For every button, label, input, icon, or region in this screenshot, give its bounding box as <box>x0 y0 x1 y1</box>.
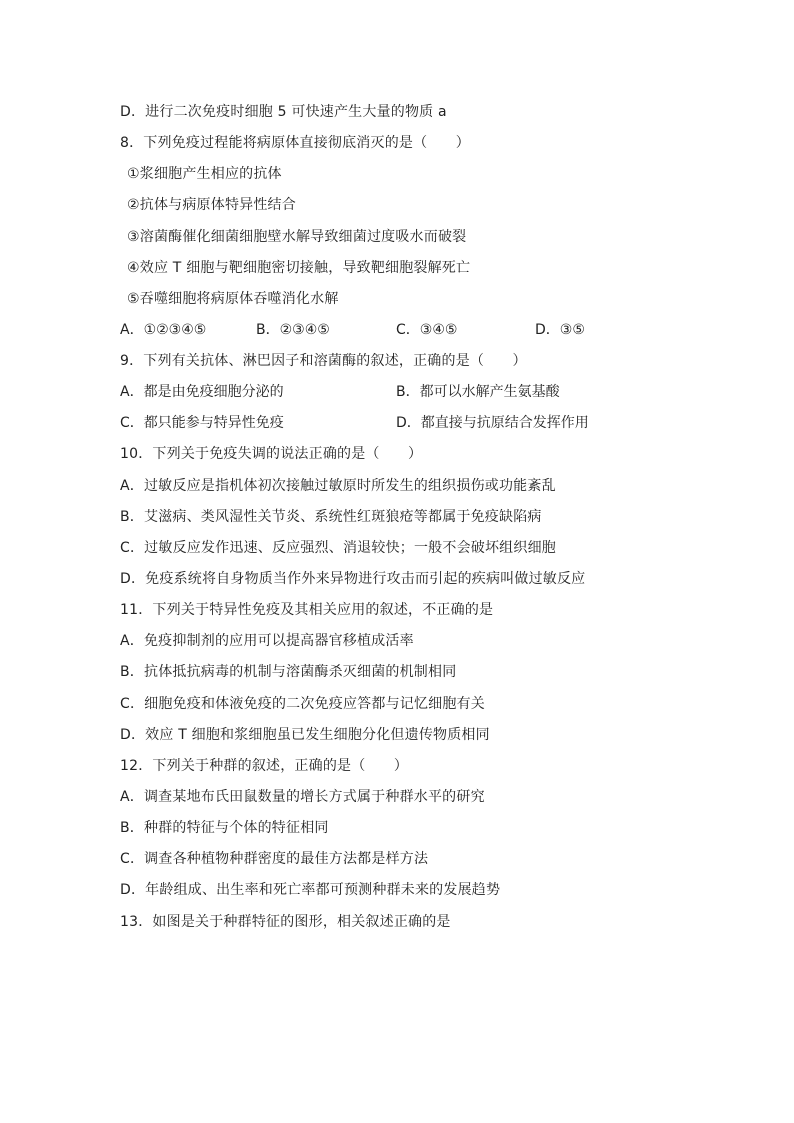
q11-option-b: B．抗体抵抗病毒的机制与溶菌酶杀灭细菌的机制相同 <box>120 664 457 680</box>
q10-option-b: B．艾滋病、类风湿性关节炎、系统性红斑狼疮等都属于免疫缺陷病 <box>120 509 542 525</box>
q8-statement-5: ⑤吞噬细胞将病原体吞噬消化水解 <box>127 291 339 307</box>
q9-option-c: C．都只能参与特异性免疫 <box>120 415 284 431</box>
question-9-stem: 9．下列有关抗体、淋巴因子和溶菌酶的叙述，正确的是（ ） <box>120 353 527 369</box>
q12-option-b: B．种群的特征与个体的特征相同 <box>120 820 329 836</box>
q8-option-b: B．②③④⑤ <box>256 322 330 338</box>
q11-option-a: A．免疫抑制剂的应用可以提高器官移植成活率 <box>120 633 414 649</box>
q8-statement-2: ②抗体与病原体特异性结合 <box>127 197 296 213</box>
q8-option-a: A．①②③④⑤ <box>120 322 207 338</box>
q10-option-c: C．过敏反应发作迅速、反应强烈、消退较快；一般不会破坏组织细胞 <box>120 540 556 556</box>
q9-option-a: A．都是由免疫细胞分泌的 <box>120 384 284 400</box>
q12-option-c: C．调查各种植物种群密度的最佳方法都是样方法 <box>120 851 429 867</box>
question-12-stem: 12．下列关于种群的叙述，正确的是（ ） <box>120 758 409 774</box>
q8-option-d: D．③⑤ <box>535 322 585 338</box>
q10-option-a: A．过敏反应是指机体初次接触过敏原时所发生的组织损伤或功能紊乱 <box>120 478 556 494</box>
q10-option-d: D．免疫系统将自身物质当作外来异物进行攻击而引起的疾病叫做过敏反应 <box>120 571 586 587</box>
q9-option-b: B．都可以水解产生氨基酸 <box>396 384 560 400</box>
q8-option-c: C．③④⑤ <box>396 322 458 338</box>
q8-statement-4: ④效应 T 细胞与靶细胞密切接触，导致靶细胞裂解死亡 <box>127 260 471 276</box>
q7-option-d: D．进行二次免疫时细胞 5 可快速产生大量的物质 a <box>120 104 447 120</box>
q12-option-d: D．年龄组成、出生率和死亡率都可预测种群未来的发展趋势 <box>120 882 501 898</box>
q8-statement-1: ①浆细胞产生相应的抗体 <box>127 166 282 182</box>
q11-option-d: D．效应 T 细胞和浆细胞虽已发生细胞分化但遗传物质相同 <box>120 727 490 743</box>
question-8-stem: 8．下列免疫过程能将病原体直接彻底消灭的是（ ） <box>120 135 470 151</box>
q9-option-d: D．都直接与抗原结合发挥作用 <box>396 415 589 431</box>
question-10-stem: 10．下列关于免疫失调的说法正确的是（ ） <box>120 446 423 462</box>
q11-option-c: C．细胞免疫和体液免疫的二次免疫应答都与记忆细胞有关 <box>120 696 485 712</box>
q8-statement-3: ③溶菌酶催化细菌细胞壁水解导致细菌过度吸水而破裂 <box>127 229 467 245</box>
q12-option-a: A．调查某地布氏田鼠数量的增长方式属于种群水平的研究 <box>120 789 485 805</box>
question-11-stem: 11．下列关于特异性免疫及其相关应用的叙述，不正确的是 <box>120 602 494 618</box>
question-13-stem: 13．如图是关于种群特征的图形，相关叙述正确的是 <box>120 914 451 930</box>
